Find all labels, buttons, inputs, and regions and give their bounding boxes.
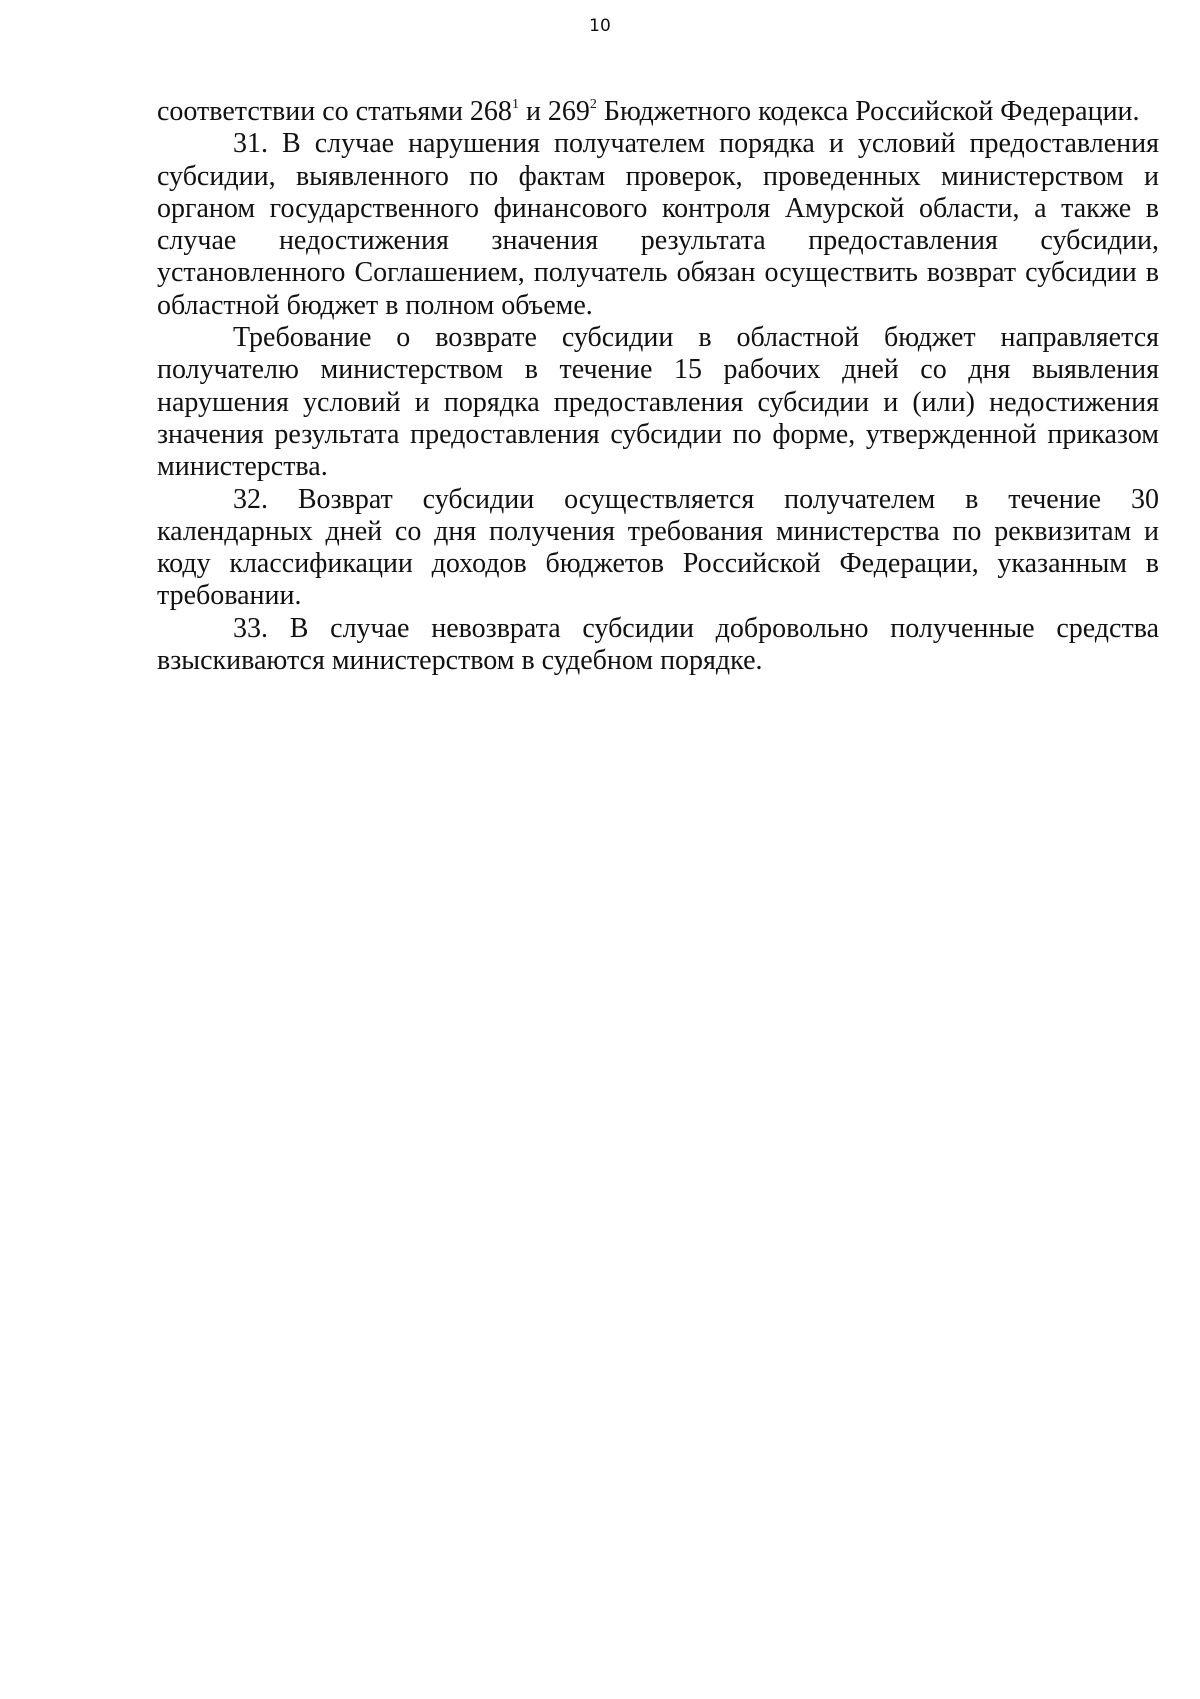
text-segment: соответствии со статьями 268 xyxy=(157,96,512,127)
paragraph-continuation xyxy=(157,96,1159,128)
paragraph-33: 33. В случае невозврата субсидии добровольно полученные средства взыскиваются министерством в судебном порядке. xyxy=(157,612,1159,677)
text-segment: Бюджетного кодекса Российской Федерации. xyxy=(596,96,1140,127)
paragraph-32: 32. Возврат субсидии осуществляется получателем в течение 30 календарных дней со дня получения требования министерства по реквизитам и коду классификации доходов бюджетов Российской Федерации, указанным в требовании. xyxy=(157,483,1159,612)
text-segment: и 269 xyxy=(518,96,590,127)
superscript: 2 xyxy=(589,96,597,112)
page-number: 10 xyxy=(589,16,611,36)
document-body xyxy=(157,96,1159,677)
superscript: 1 xyxy=(511,96,519,112)
paragraph-return-requirement: Требование о возврате субсидии в областной бюджет направляется получателю министерством в течение 15 рабочих дней со дня выявления нарушения условий и порядка предоставления субсидии и (или) недостижения значения результата предоставления субсидии по форме, утвержденной приказом министерства. xyxy=(157,322,1159,483)
paragraph-31: 31. В случае нарушения получателем порядка и условий предоставления субсидии, выявленного по фактам проверок, проведенных министерством и органом государственного финансового контроля Амурской области, а также в случае недостижения значения результата предоставления субсидии, установленного Соглашением, получатель обязан осуществить возврат субсидии в областной бюджет в полном объеме. xyxy=(157,128,1159,321)
